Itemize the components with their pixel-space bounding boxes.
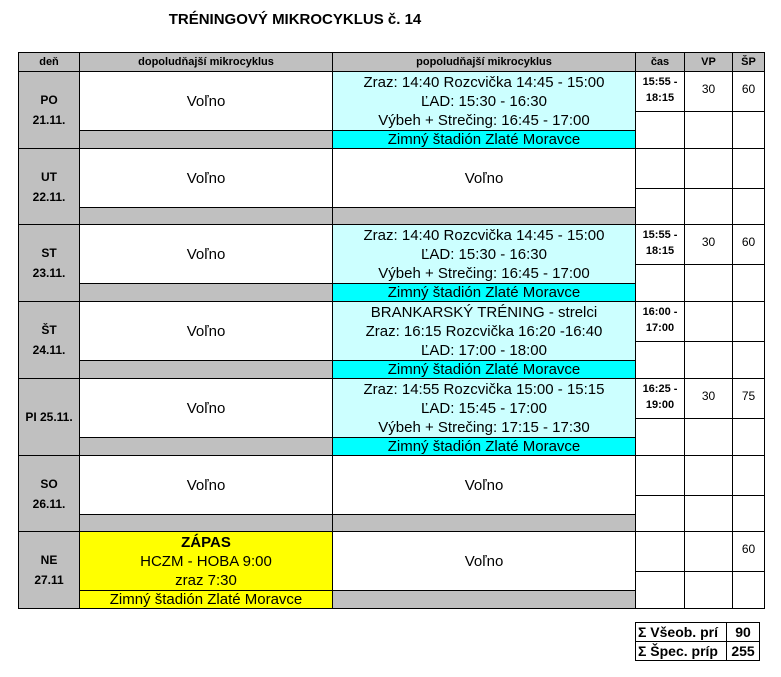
text-line: HCZM - HOBA 9:00: [140, 552, 272, 570]
summary-value: 255: [727, 642, 760, 661]
pm-venue: Zimný štadión Zlaté Moravce: [333, 438, 636, 456]
summary-label: Σ Špec. príp: [636, 642, 727, 661]
summary-row-general: [636, 623, 760, 642]
text-line: ĽAD: 15:30 - 16:30: [421, 245, 547, 263]
sp-cell-empty: [733, 572, 765, 609]
text-line: Výbeh + Strečing: 16:45 - 17:00: [378, 264, 590, 282]
vp-cell-empty: [685, 342, 733, 379]
day-date: 23.11.: [32, 266, 66, 280]
vp-value: 30: [685, 379, 733, 419]
sp-cell-empty: [733, 496, 765, 532]
pm-venue: Zimný štadión Zlaté Moravce: [333, 131, 636, 149]
text-line: ĽAD: 15:30 - 16:30: [421, 92, 547, 110]
day-name: ST: [41, 246, 57, 260]
sp-value: [733, 456, 765, 496]
time-to: 18:15: [645, 92, 675, 104]
text-line: Zraz: 16:15 Rozcvička 16:20 -16:40: [365, 322, 603, 340]
time-cell: [636, 532, 685, 572]
day-row: [19, 72, 765, 92]
am-cell: Voľno: [80, 149, 333, 208]
text-line: ĽAD: 15:45 - 17:00: [421, 399, 547, 417]
pm-cell: Voľno: [333, 532, 636, 591]
time-cell-empty: [636, 419, 685, 456]
time-to: 18:15: [645, 245, 675, 257]
pm-venue: Zimný štadión Zlaté Moravce: [333, 361, 636, 379]
sp-cell-empty: [733, 265, 765, 302]
time-cell: [636, 379, 685, 419]
text-line: Zraz: 14:40 Rozcvička 14:45 - 15:00: [363, 226, 605, 244]
day-name: PO: [40, 93, 58, 107]
am-band: [80, 284, 333, 302]
am-venue: Zimný štadión Zlaté Moravce: [80, 591, 333, 609]
time-from: 16:00 -: [642, 306, 678, 318]
pm-band: [333, 591, 636, 609]
vp-value: [685, 302, 733, 342]
vp-value: [685, 532, 733, 572]
day-label: [19, 302, 80, 379]
vp-cell-empty: [685, 112, 733, 149]
am-cell: Voľno: [80, 302, 333, 361]
header-am: dopoludňajší mikrocyklus: [80, 53, 333, 72]
day-label: [19, 149, 80, 225]
time-cell: [636, 149, 685, 189]
header-time: čas: [636, 53, 685, 72]
sp-cell-empty: [733, 419, 765, 456]
time-cell-empty: [636, 265, 685, 302]
pm-program: [333, 225, 636, 284]
pm-cell: Voľno: [333, 149, 636, 208]
vp-value: [685, 456, 733, 496]
time-cell: [636, 456, 685, 496]
am-band: [80, 438, 333, 456]
am-cell: Voľno: [80, 72, 333, 131]
text-line: Zraz: 14:55 Rozcvička 15:00 - 15:15: [363, 380, 605, 398]
day-row: [19, 456, 765, 476]
day-label: [19, 379, 80, 456]
day-name: SO: [40, 476, 58, 491]
vp-cell-empty: [685, 496, 733, 532]
pm-program: [333, 302, 636, 361]
time-cell: [636, 72, 685, 112]
time-from: 15:55 -: [642, 229, 678, 241]
pm-cell: Voľno: [333, 456, 636, 515]
sp-value: [733, 149, 765, 189]
day-name: NE: [40, 553, 58, 567]
time-cell-empty: [636, 572, 685, 609]
vp-cell-empty: [685, 265, 733, 302]
text-line: zraz 7:30: [175, 571, 237, 589]
day-date: 24.11.: [32, 343, 66, 357]
sp-value: 75: [733, 379, 765, 419]
pm-band: [333, 515, 636, 532]
sp-value: 60: [733, 532, 765, 572]
day-label: [19, 225, 80, 302]
sp-cell-empty: [733, 342, 765, 379]
header-vp: VP: [685, 53, 733, 72]
pm-band: [333, 208, 636, 225]
day-row: [19, 379, 765, 399]
text-line: BRANKARSKÝ TRÉNING - strelci: [370, 303, 598, 321]
day-name: PI 25.11.: [25, 410, 73, 424]
day-date: 21.11.: [32, 113, 66, 127]
sp-value: 60: [733, 225, 765, 265]
sp-value: [733, 302, 765, 342]
time-cell-empty: [636, 189, 685, 225]
page-title: TRÉNINGOVÝ MIKROCYKLUS č. 14: [168, 11, 422, 28]
sp-cell-empty: [733, 189, 765, 225]
day-row: [19, 532, 765, 552]
summary-table: [635, 622, 760, 661]
header-pm: popoludňajší mikrocyklus: [333, 53, 636, 72]
am-band: [80, 131, 333, 149]
header-sp: ŠP: [733, 53, 765, 72]
sp-cell-empty: [733, 112, 765, 149]
day-row: [19, 302, 765, 322]
sp-value: 60: [733, 72, 765, 112]
am-cell: Voľno: [80, 225, 333, 284]
pm-venue: Zimný štadión Zlaté Moravce: [333, 284, 636, 302]
day-date: 26.11.: [32, 496, 66, 511]
day-date: 27.11: [34, 573, 64, 587]
summary-label: Σ Všeob. prí: [636, 623, 727, 642]
time-cell-empty: [636, 342, 685, 379]
time-to: 19:00: [645, 399, 675, 411]
schedule-table: [18, 52, 765, 609]
pm-program: [333, 72, 636, 131]
text-line: ZÁPAS: [181, 533, 231, 551]
am-cell: Voľno: [80, 456, 333, 515]
time-to: 17:00: [645, 322, 675, 334]
time-cell: [636, 302, 685, 342]
text-line: Výbeh + Strečing: 17:15 - 17:30: [378, 418, 590, 436]
header-row: [19, 53, 765, 72]
text-line: ĽAD: 17:00 - 18:00: [421, 341, 547, 359]
vp-value: 30: [685, 72, 733, 112]
vp-cell-empty: [685, 189, 733, 225]
day-date: 22.11.: [32, 189, 66, 204]
header-day: deň: [19, 53, 80, 72]
pm-program: [333, 379, 636, 438]
day-row: [19, 225, 765, 245]
vp-value: 30: [685, 225, 733, 265]
am-band: [80, 208, 333, 225]
am-band: [80, 515, 333, 532]
time-cell: [636, 225, 685, 265]
day-label: [19, 72, 80, 149]
time-from: 16:25 -: [642, 383, 678, 395]
am-cell: Voľno: [80, 379, 333, 438]
vp-value: [685, 149, 733, 189]
vp-cell-empty: [685, 572, 733, 609]
text-line: Zraz: 14:40 Rozcvička 14:45 - 15:00: [363, 73, 605, 91]
vp-cell-empty: [685, 419, 733, 456]
time-cell-empty: [636, 496, 685, 532]
text-line: Výbeh + Strečing: 16:45 - 17:00: [378, 111, 590, 129]
am-band: [80, 361, 333, 379]
day-row: [19, 149, 765, 169]
day-label: [19, 532, 80, 609]
day-name: ŠT: [41, 323, 57, 337]
time-from: 15:55 -: [642, 76, 678, 88]
day-label: [19, 456, 80, 532]
time-cell-empty: [636, 112, 685, 149]
am-match: [80, 532, 333, 591]
summary-value: 90: [727, 623, 760, 642]
summary-row-special: [636, 642, 760, 661]
day-name: UT: [41, 169, 57, 184]
